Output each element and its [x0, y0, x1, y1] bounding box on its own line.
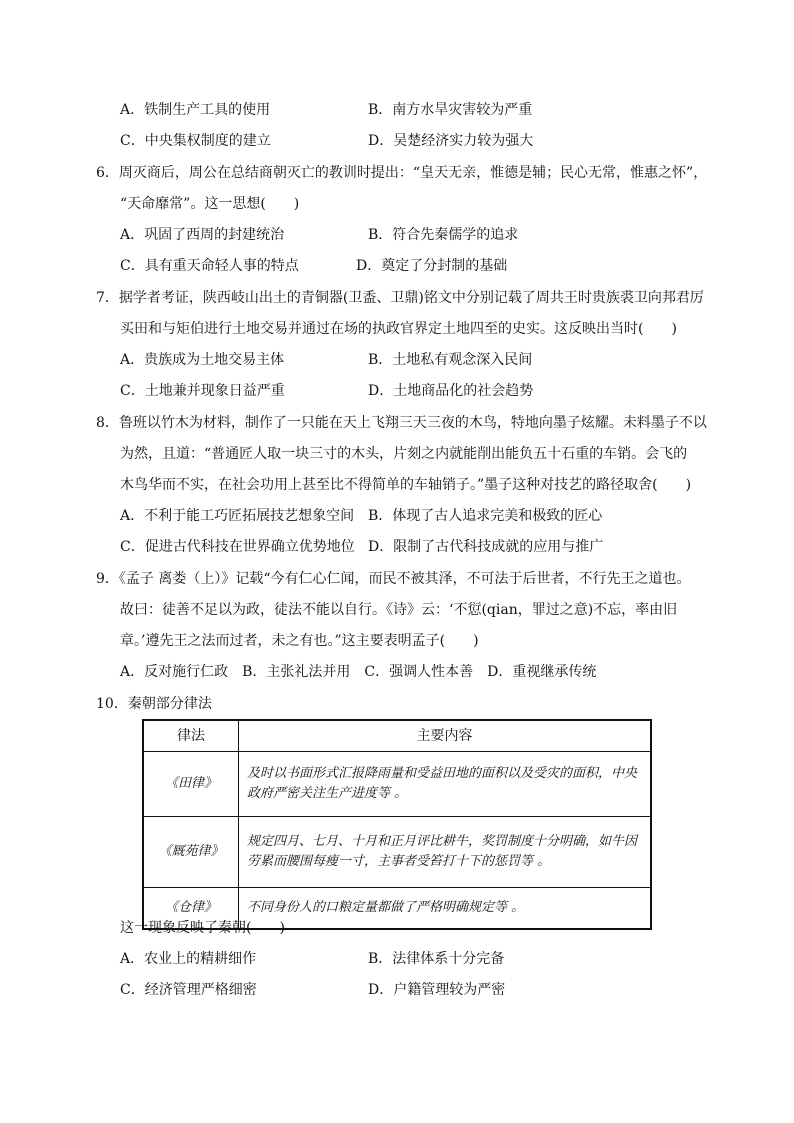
q10-stem: 10．秦朝部分律法: [96, 696, 212, 712]
q9-stem-line-1: 9．《孟子 离娄（上）》记载“今有仁心仁闻，而民不被其泽，不可法于后世者，不行先王之道也。: [96, 571, 691, 587]
q10-after-table: 这一现象反映了秦朝( ): [120, 920, 285, 936]
law-content: 不同身份人的口粮定量都做了严格明确规定等 。: [239, 888, 652, 930]
q7-option-d[interactable]: D．土地商品化的社会趋势: [368, 383, 534, 399]
table-row: [143, 752, 651, 817]
q6-stem-line-2: “天命靡常”。这一思想( ): [120, 196, 300, 212]
q8-stem-line-1: 8．鲁班以竹木为材料，制作了一只能在天上飞翔三天三夜的木鸟，特地向墨子炫耀。未料墨子不以: [96, 415, 707, 431]
q10-option-b[interactable]: B．法律体系十分完备: [368, 951, 505, 967]
q7-option-c[interactable]: C．土地兼并现象日益严重: [120, 383, 285, 399]
q5-option-d[interactable]: D．吴楚经济实力较为强大: [368, 133, 534, 149]
q8-option-d[interactable]: D．限制了古代科技成就的应用与推广: [368, 539, 604, 555]
q10-option-a[interactable]: A．农业上的精耕细作: [120, 951, 257, 967]
q10-option-c[interactable]: C．经济管理严格细密: [120, 982, 257, 998]
law-content: 及时以书面形式汇报降雨量和受益田地的面积以及受灾的面积，中央政府严密关注生产进度等 。: [239, 752, 652, 817]
q7-stem-line-2: 买田和与矩伯进行土地交易并通过在场的执政官界定土地四至的史实。这反映出当时( ): [120, 321, 677, 337]
law-content: 规定四月、七月、十月和正月评比耕牛，奖罚制度十分明确，如牛因劳累而腰围每瘦一寸，主事者受笞打十下的惩罚等 。: [239, 817, 652, 888]
q6-option-a[interactable]: A．巩固了西周的封建统治: [120, 227, 285, 243]
q7-option-a[interactable]: A．贵族成为土地交易主体: [120, 352, 285, 368]
q8-option-b[interactable]: B．体现了古人追求完美和极致的匠心: [368, 508, 603, 524]
q5-option-b[interactable]: B．南方水旱灾害较为严重: [368, 102, 533, 118]
q9-stem-line-2: 故曰：徒善不足以为政，徒法不能以自行。《诗》云：‘不愆(qian，罪过之意)不忘，率由旧: [120, 602, 678, 618]
table-header-row: [143, 720, 651, 752]
q6-option-c[interactable]: C．具有重天命轻人事的特点: [120, 258, 299, 274]
q7-stem-line-1: 7．据学者考证，陕西岐山出土的青铜器(卫盉、卫鼎)铭文中分别记载了周共王时贵族裘卫向邦君厉: [96, 290, 704, 306]
q7-option-b[interactable]: B．土地私有观念深入民间: [368, 352, 533, 368]
q8-stem-line-3: 木鸟华而不实，在社会功用上甚至比不得简单的车轴销子。”墨子这种对技艺的路径取舍( ): [120, 477, 692, 493]
table-row: [143, 817, 651, 888]
q5-option-c[interactable]: C．中央集权制度的建立: [120, 133, 271, 149]
table-header-law: 律法: [143, 720, 239, 752]
q6-option-b[interactable]: B．符合先秦儒学的追求: [368, 227, 519, 243]
law-name: 《仓律》: [143, 888, 239, 930]
q5-option-a[interactable]: A．铁制生产工具的使用: [120, 102, 271, 118]
q6-stem-line-1: 6．周灭商后，周公在总结商朝灭亡的教训时提出：“皇天无亲，惟德是辅；民心无常，惟惠之怀”，: [96, 165, 708, 181]
law-name: 《田律》: [143, 752, 239, 817]
table-header-content: 主要内容: [239, 720, 652, 752]
q8-stem-line-2: 为然，且道：“普通匠人取一块三寸的木头，片刻之内就能削出能负五十石重的车销。会飞的: [120, 446, 688, 462]
q8-option-c[interactable]: C．促进古代科技在世界确立优势地位: [120, 539, 355, 555]
q10-option-d[interactable]: D．户籍管理较为严密: [368, 982, 506, 998]
q9-options-line[interactable]: A．反对施行仁政 B．主张礼法并用 C．强调人性本善 D．重视继承传统: [120, 664, 597, 680]
qin-law-table: [142, 719, 652, 930]
law-name: 《厩苑律》: [143, 817, 239, 888]
q8-option-a[interactable]: A．不利于能工巧匠拓展技艺想象空间: [120, 508, 355, 524]
q6-option-d[interactable]: D．奠定了分封制的基础: [356, 258, 508, 274]
q9-stem-line-3: 章。’遵先王之法而过者，未之有也。”这主要表明孟子( ): [120, 633, 479, 649]
